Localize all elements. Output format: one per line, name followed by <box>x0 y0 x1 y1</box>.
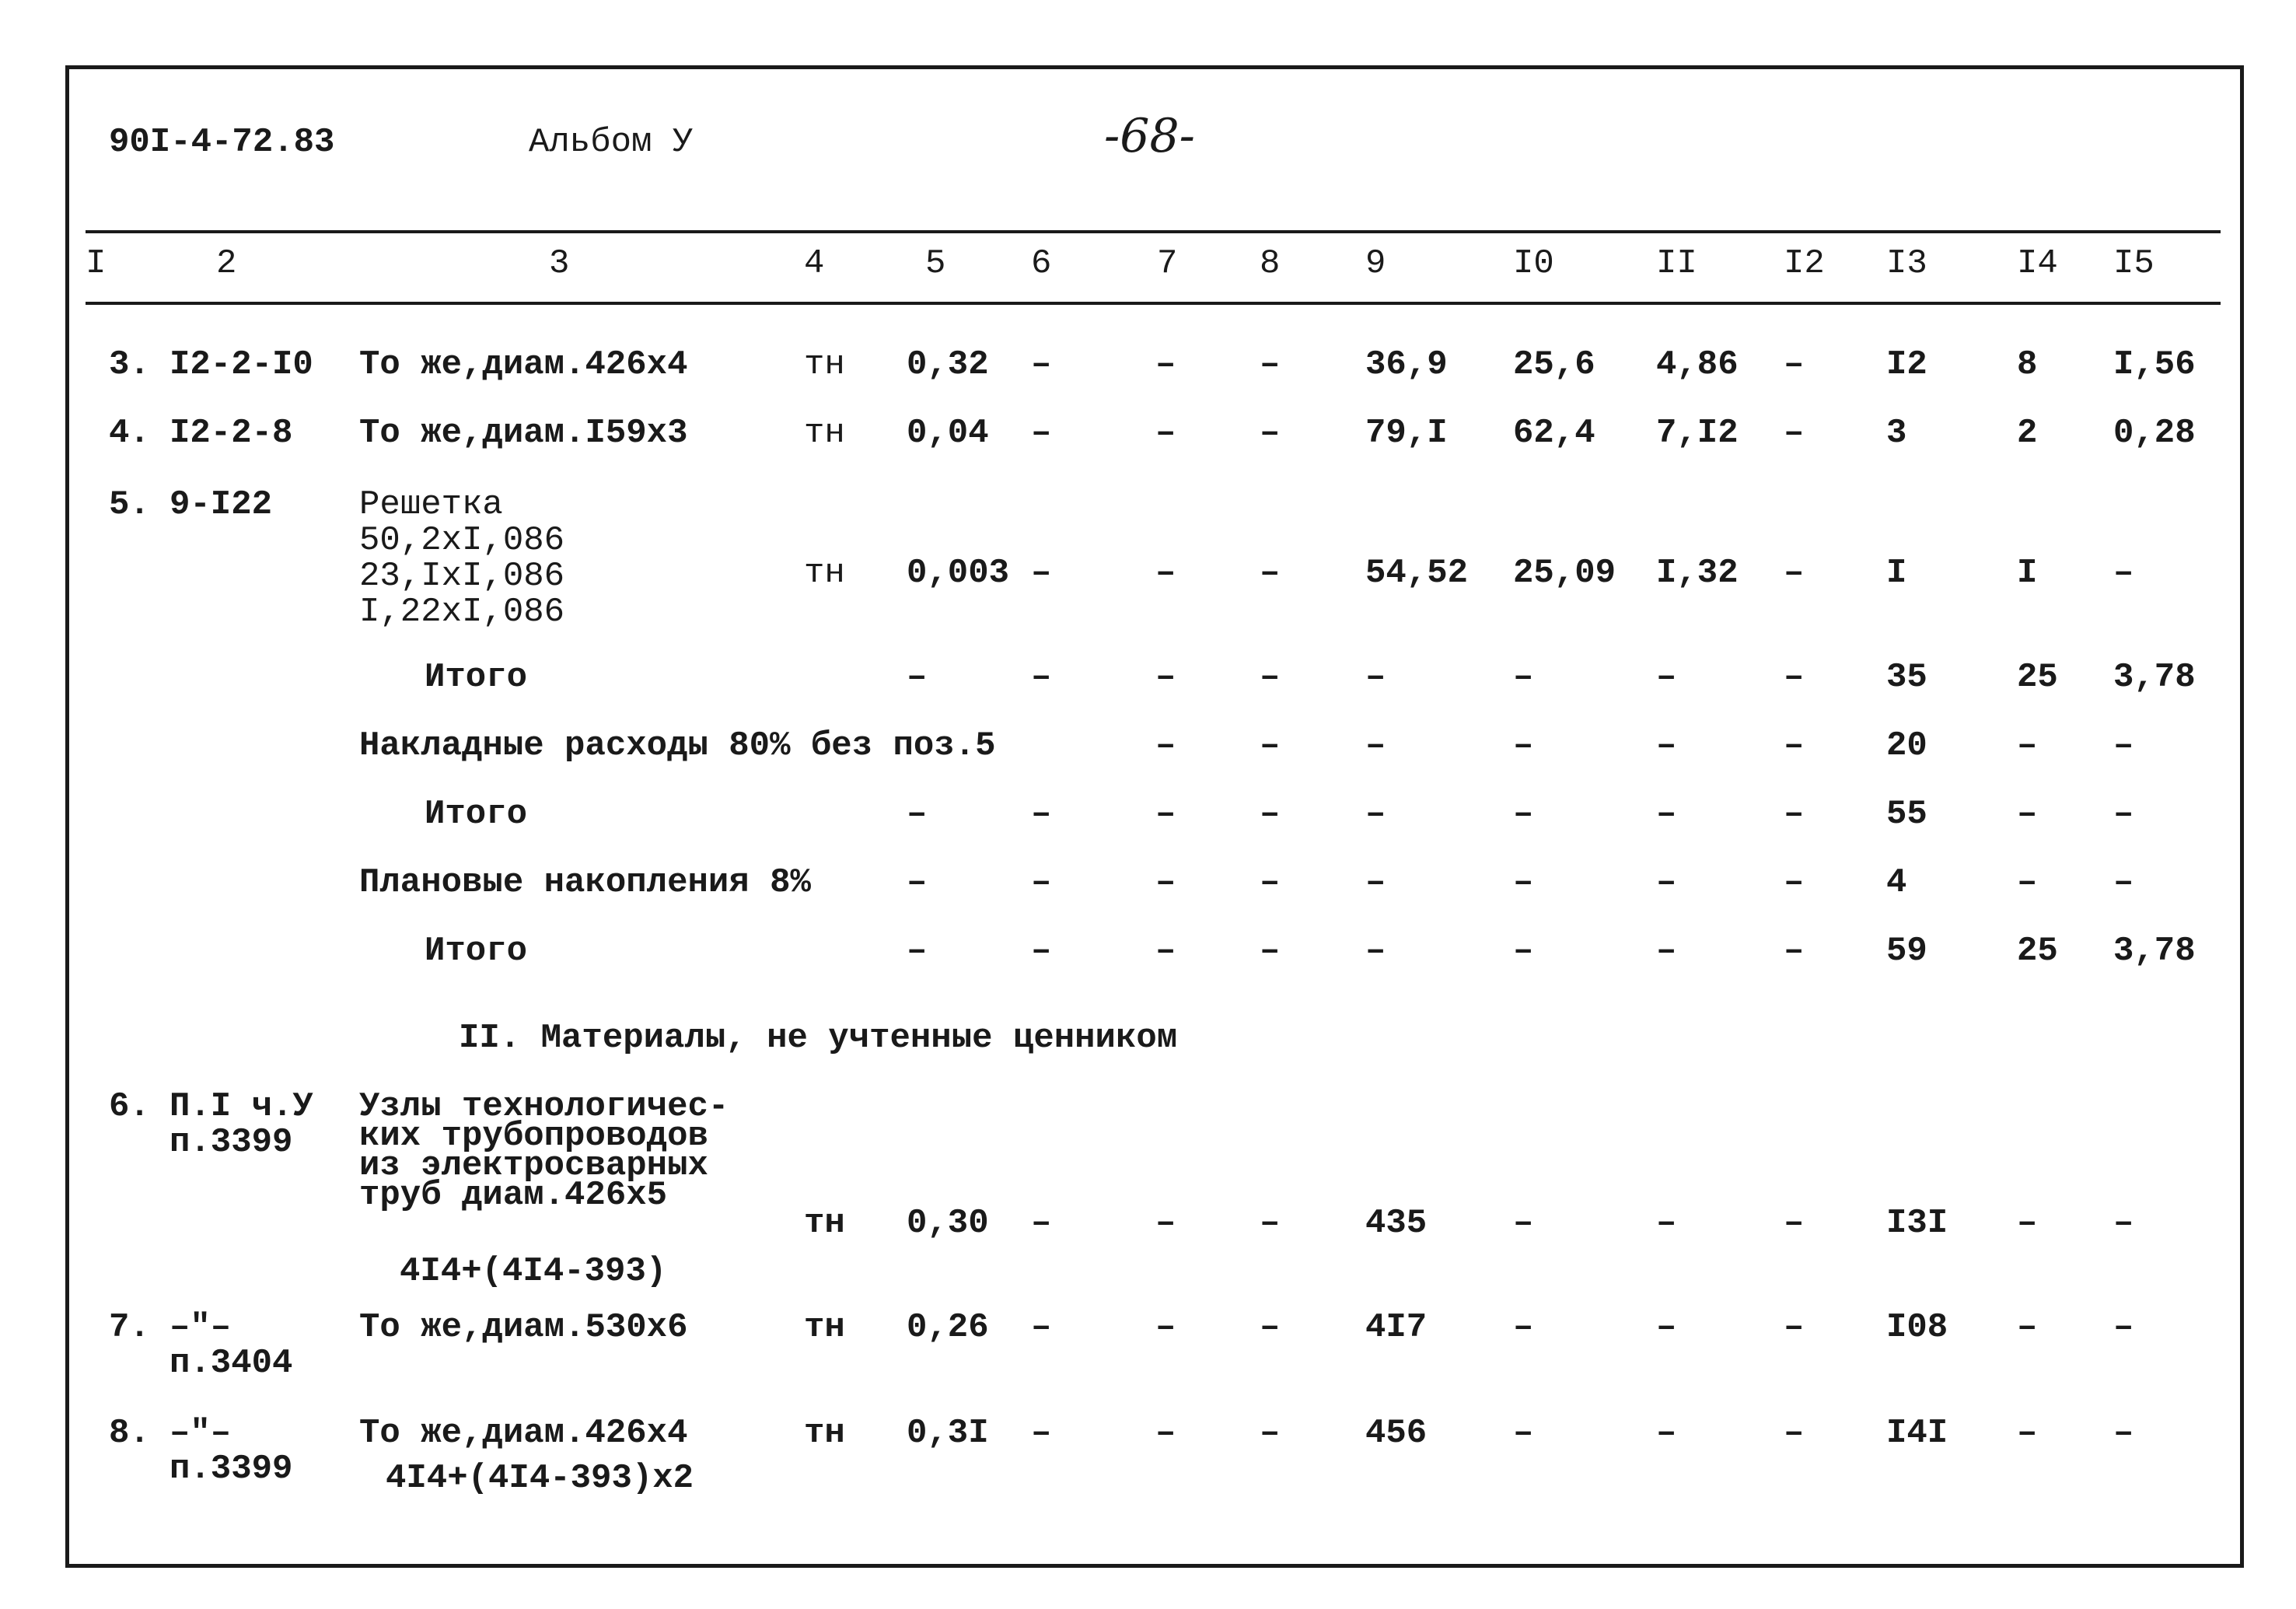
cell-c13: I3I <box>1886 1204 1948 1243</box>
cell-c6: – <box>1031 414 1052 453</box>
cell-c13: 59 <box>1886 932 1927 971</box>
row-formula: 4I4+(4I4-393) <box>400 1252 667 1291</box>
row-number: 3. <box>109 345 150 384</box>
cell-c15: 3,78 <box>2113 932 2196 971</box>
cell-c5: – <box>907 863 928 902</box>
cell-c6: – <box>1031 658 1052 697</box>
row-unit: тн <box>804 345 845 384</box>
cell-c7: – <box>1155 932 1176 971</box>
cell-c15: – <box>2113 1204 2134 1243</box>
cell-c10: 62,4 <box>1513 414 1595 453</box>
cell-c7: – <box>1155 726 1176 765</box>
summary-label: Плановые накопления 8% <box>359 863 811 902</box>
cell-c10: – <box>1513 932 1534 971</box>
column-header-11: II <box>1656 244 1697 283</box>
row-name-line: труб диам.426х5 <box>359 1176 668 1215</box>
cell-c15: – <box>2113 1414 2134 1453</box>
cell-c14: – <box>2017 1414 2038 1453</box>
cell-c9: 54,52 <box>1365 554 1469 593</box>
cell-c7: – <box>1155 658 1176 697</box>
summary-label: Итого <box>425 932 528 971</box>
cell-c6: – <box>1031 1308 1052 1347</box>
cell-c14: – <box>2017 1204 2038 1243</box>
cell-c13: 55 <box>1886 795 1927 834</box>
cell-c8: – <box>1260 1204 1281 1243</box>
row-number: 6. <box>109 1087 150 1126</box>
cell-c11: – <box>1656 863 1677 902</box>
cell-c10: 25,09 <box>1513 554 1616 593</box>
cell-c8: – <box>1260 795 1281 834</box>
column-header-6: 6 <box>1031 244 1052 283</box>
cell-c7: – <box>1155 1204 1176 1243</box>
cell-c9: 36,9 <box>1365 345 1448 384</box>
cell-c14: – <box>2017 1308 2038 1347</box>
cell-c15: – <box>2113 795 2134 834</box>
cell-c15: – <box>2113 1308 2134 1347</box>
cell-c13: 20 <box>1886 726 1927 765</box>
cell-c9: 79,I <box>1365 414 1448 453</box>
cell-c8: – <box>1260 863 1281 902</box>
table-top-rule <box>86 230 2221 233</box>
cell-c9: 435 <box>1365 1204 1428 1243</box>
row-unit: тн <box>804 414 845 453</box>
cell-c15: – <box>2113 863 2134 902</box>
cell-c7: – <box>1155 1414 1176 1453</box>
cell-c6: – <box>1031 795 1052 834</box>
row-name-line: 50,2хI,086 <box>359 521 565 560</box>
row-number: 5. <box>109 485 150 524</box>
cell-c11: 7,I2 <box>1656 414 1739 453</box>
column-header-13: I3 <box>1886 244 1927 283</box>
row-formula: 4I4+(4I4-393)х2 <box>386 1459 694 1498</box>
cell-c14: 8 <box>2017 345 2038 384</box>
row-name: То же,диам.426х4 <box>359 1414 688 1453</box>
cell-c10: – <box>1513 726 1534 765</box>
cell-c5: 0,30 <box>907 1204 989 1243</box>
cell-c11: I,32 <box>1656 554 1739 593</box>
cell-c14: – <box>2017 726 2038 765</box>
cell-c15: – <box>2113 554 2134 593</box>
cell-c15: 0,28 <box>2113 414 2196 453</box>
album-label: Альбом У <box>529 123 694 162</box>
cell-c8: – <box>1260 414 1281 453</box>
cell-c12: – <box>1784 554 1805 593</box>
cell-c6: – <box>1031 554 1052 593</box>
column-header-5: 5 <box>925 244 946 283</box>
cell-c14: 2 <box>2017 414 2038 453</box>
cell-c6: – <box>1031 1204 1052 1243</box>
row-unit: тн <box>804 1414 845 1453</box>
cell-c12: – <box>1784 658 1805 697</box>
cell-c14: 25 <box>2017 658 2058 697</box>
cell-c11: – <box>1656 1204 1677 1243</box>
cell-c14: I <box>2017 554 2038 593</box>
row-number: 8. <box>109 1414 150 1453</box>
cell-c10: – <box>1513 1308 1534 1347</box>
column-header-7: 7 <box>1157 244 1178 283</box>
cell-c12: – <box>1784 414 1805 453</box>
cell-c12: – <box>1784 1204 1805 1243</box>
cell-c7: – <box>1155 1308 1176 1347</box>
cell-c8: – <box>1260 1308 1281 1347</box>
column-header-12: I2 <box>1784 244 1825 283</box>
cell-c12: – <box>1784 932 1805 971</box>
summary-label: Итого <box>425 795 528 834</box>
cell-c5: 0,3I <box>907 1414 989 1453</box>
row-name-line: ких трубопроводов <box>359 1117 708 1156</box>
summary-label: Итого <box>425 658 528 697</box>
row-unit: тн <box>804 1204 845 1243</box>
cell-c9: – <box>1365 795 1386 834</box>
cell-c11: – <box>1656 932 1677 971</box>
cell-c8: – <box>1260 726 1281 765</box>
row-number: 7. <box>109 1308 150 1347</box>
cell-c9: 4I7 <box>1365 1308 1428 1347</box>
cell-c10: – <box>1513 658 1534 697</box>
cell-c9: – <box>1365 726 1386 765</box>
cell-c5: 0,32 <box>907 345 989 384</box>
cell-c9: – <box>1365 658 1386 697</box>
cell-c6: – <box>1031 1414 1052 1453</box>
column-header-4: 4 <box>804 244 825 283</box>
row-number: 4. <box>109 414 150 453</box>
page-number: -68- <box>1104 109 1195 163</box>
cell-c13: I4I <box>1886 1414 1948 1453</box>
cell-c8: – <box>1260 932 1281 971</box>
cell-c11: – <box>1656 1308 1677 1347</box>
column-header-15: I5 <box>2113 244 2154 283</box>
doc-code: 90I-4-72.83 <box>109 123 335 162</box>
cell-c15: I,56 <box>2113 345 2196 384</box>
cell-c6: – <box>1031 932 1052 971</box>
cell-c8: – <box>1260 658 1281 697</box>
cell-c14: 25 <box>2017 932 2058 971</box>
cell-c14: – <box>2017 863 2038 902</box>
cell-c13: I2 <box>1886 345 1927 384</box>
row-name-line: Узлы технологичес- <box>359 1087 729 1126</box>
cell-c10: – <box>1513 1414 1534 1453</box>
cell-c5: 0,26 <box>907 1308 989 1347</box>
cell-c10: – <box>1513 1204 1534 1243</box>
cell-c8: – <box>1260 345 1281 384</box>
cell-c7: – <box>1155 414 1176 453</box>
cell-c10: – <box>1513 863 1534 902</box>
cell-c8: – <box>1260 1414 1281 1453</box>
cell-c10: 25,6 <box>1513 345 1595 384</box>
cell-c7: – <box>1155 795 1176 834</box>
row-unit: тн <box>804 1308 845 1347</box>
row-code-line: п.3399 <box>169 1123 293 1162</box>
cell-c7: – <box>1155 345 1176 384</box>
cell-c15: 3,78 <box>2113 658 2196 697</box>
row-name-line: 23,IхI,086 <box>359 557 565 596</box>
row-name-line: из электросварных <box>359 1146 708 1185</box>
table-header-rule <box>86 302 2221 305</box>
row-name: То же,диам.530х6 <box>359 1308 688 1347</box>
cell-c13: 3 <box>1886 414 1907 453</box>
row-code: I2-2-I0 <box>169 345 313 384</box>
column-header-10: I0 <box>1513 244 1554 283</box>
cell-c9: 456 <box>1365 1414 1428 1453</box>
cell-c9: – <box>1365 932 1386 971</box>
cell-c5: – <box>907 658 928 697</box>
row-unit: тн <box>804 554 845 593</box>
row-name-line: I,22хI,086 <box>359 593 565 631</box>
cell-c11: – <box>1656 1414 1677 1453</box>
cell-c14: – <box>2017 795 2038 834</box>
cell-c11: – <box>1656 658 1677 697</box>
cell-c11: – <box>1656 795 1677 834</box>
cell-c12: – <box>1784 795 1805 834</box>
cell-c11: 4,86 <box>1656 345 1739 384</box>
cell-c12: – <box>1784 1308 1805 1347</box>
cell-c5: – <box>907 795 928 834</box>
row-name-line: Решетка <box>359 485 503 524</box>
cell-c13: 4 <box>1886 863 1907 902</box>
cell-c7: – <box>1155 554 1176 593</box>
cell-c13: I <box>1886 554 1907 593</box>
cell-c6: – <box>1031 345 1052 384</box>
cell-c5: 0,04 <box>907 414 989 453</box>
row-code-line: П.I ч.У <box>169 1087 313 1126</box>
cell-c13: I08 <box>1886 1308 1948 1347</box>
column-header-8: 8 <box>1260 244 1281 283</box>
row-code-line: –"– <box>169 1308 232 1347</box>
column-header-2: 2 <box>216 244 237 283</box>
cell-c12: – <box>1784 863 1805 902</box>
row-code-line: п.3399 <box>169 1450 293 1488</box>
row-code: I2-2-8 <box>169 414 293 453</box>
cell-c8: – <box>1260 554 1281 593</box>
row-code: 9-I22 <box>169 485 273 524</box>
column-header-3: 3 <box>549 244 570 283</box>
row-name: То же,диам.I59х3 <box>359 414 688 453</box>
cell-c9: – <box>1365 863 1386 902</box>
row-code-line: п.3404 <box>169 1344 293 1383</box>
summary-label: Накладные расходы 80% без поз.5 <box>359 726 996 765</box>
cell-c15: – <box>2113 726 2134 765</box>
column-header-1: I <box>86 244 107 283</box>
cell-c5: 0,003 <box>907 554 1010 593</box>
row-name: То же,диам.426х4 <box>359 345 688 384</box>
cell-c12: – <box>1784 345 1805 384</box>
column-header-9: 9 <box>1365 244 1386 283</box>
section-title: II. Материалы, не учтенные ценником <box>459 1019 1178 1058</box>
cell-c12: – <box>1784 726 1805 765</box>
row-code-line: –"– <box>169 1414 232 1453</box>
cell-c12: – <box>1784 1414 1805 1453</box>
cell-c13: 35 <box>1886 658 1927 697</box>
cell-c11: – <box>1656 726 1677 765</box>
cell-c10: – <box>1513 795 1534 834</box>
cell-c5: – <box>907 932 928 971</box>
column-header-14: I4 <box>2017 244 2058 283</box>
cell-c6: – <box>1031 863 1052 902</box>
cell-c7: – <box>1155 863 1176 902</box>
